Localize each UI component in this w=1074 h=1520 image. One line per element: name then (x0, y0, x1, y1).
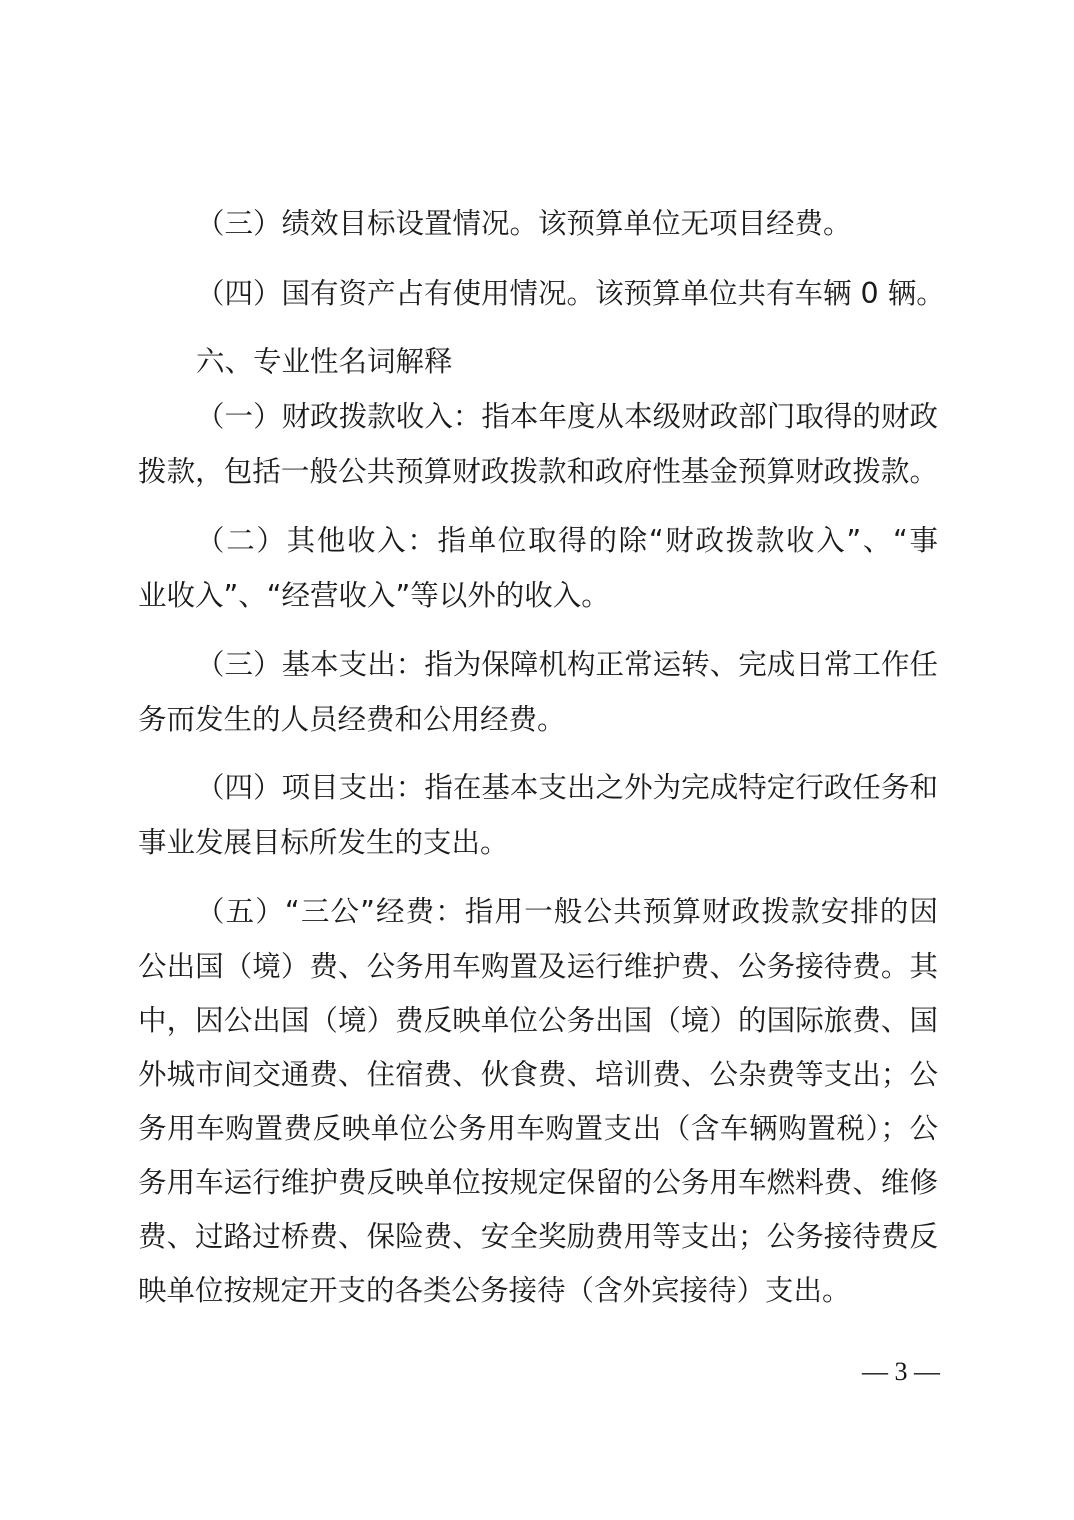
page-number: — 3 — (862, 1357, 940, 1386)
term-three-public-line-4: 外城市间交通费、住宿费、伙食费、培训费、公杂费等支出；公 (138, 1058, 938, 1091)
paragraph-performance-goals: （三）绩效目标设置情况。该预算单位无项目经费。 (196, 207, 852, 240)
term-three-public-line-8: 映单位按规定开支的各类公务接待（含外宾接待）支出。 (138, 1274, 851, 1307)
term-three-public-line-1: （五）“三公”经费：指用一般公共预算财政拨款安排的因 (196, 895, 938, 928)
term-project-expenditure-line-2: 事业发展目标所发生的支出。 (138, 826, 509, 859)
term-three-public-line-2: 公出国（境）费、公务用车购置及运行维护费、公务接待费。其 (138, 950, 938, 983)
term-three-public-line-3: 中，因公出国（境）费反映单位公务出国（境）的国际旅费、国 (138, 1004, 938, 1037)
term-basic-expenditure-line-2: 务而发生的人员经费和公用经费。 (138, 703, 566, 736)
section-heading: 六、专业性名词解释 (196, 345, 453, 378)
term-three-public-line-6: 务用车运行维护费反映单位按规定保留的公务用车燃料费、维修 (138, 1166, 938, 1199)
term-project-expenditure-line-1: （四）项目支出：指在基本支出之外为完成特定行政任务和 (196, 771, 938, 804)
term-fiscal-appropriation-line-2: 拨款，包括一般公共预算财政拨款和政府性基金预算财政拨款。 (138, 455, 938, 488)
term-three-public-line-7: 费、过路过桥费、保险费、安全奖励费用等支出；公务接待费反 (138, 1220, 938, 1253)
term-three-public-line-5: 务用车购置费反映单位公务用车购置支出（含车辆购置税）；公 (138, 1112, 938, 1145)
term-other-income-line-1: （二）其他收入：指单位取得的除“财政拨款收入”、“事 (196, 524, 938, 557)
paragraph-state-assets: （四）国有资产占有使用情况。该预算单位共有车辆 0 辆。 (196, 277, 945, 310)
term-fiscal-appropriation-line-1: （一）财政拨款收入：指本年度从本级财政部门取得的财政 (196, 400, 938, 433)
term-other-income-line-2: 业收入”、“经营收入”等以外的收入。 (138, 579, 610, 612)
term-basic-expenditure-line-1: （三）基本支出：指为保障机构正常运转、完成日常工作任 (196, 648, 938, 681)
